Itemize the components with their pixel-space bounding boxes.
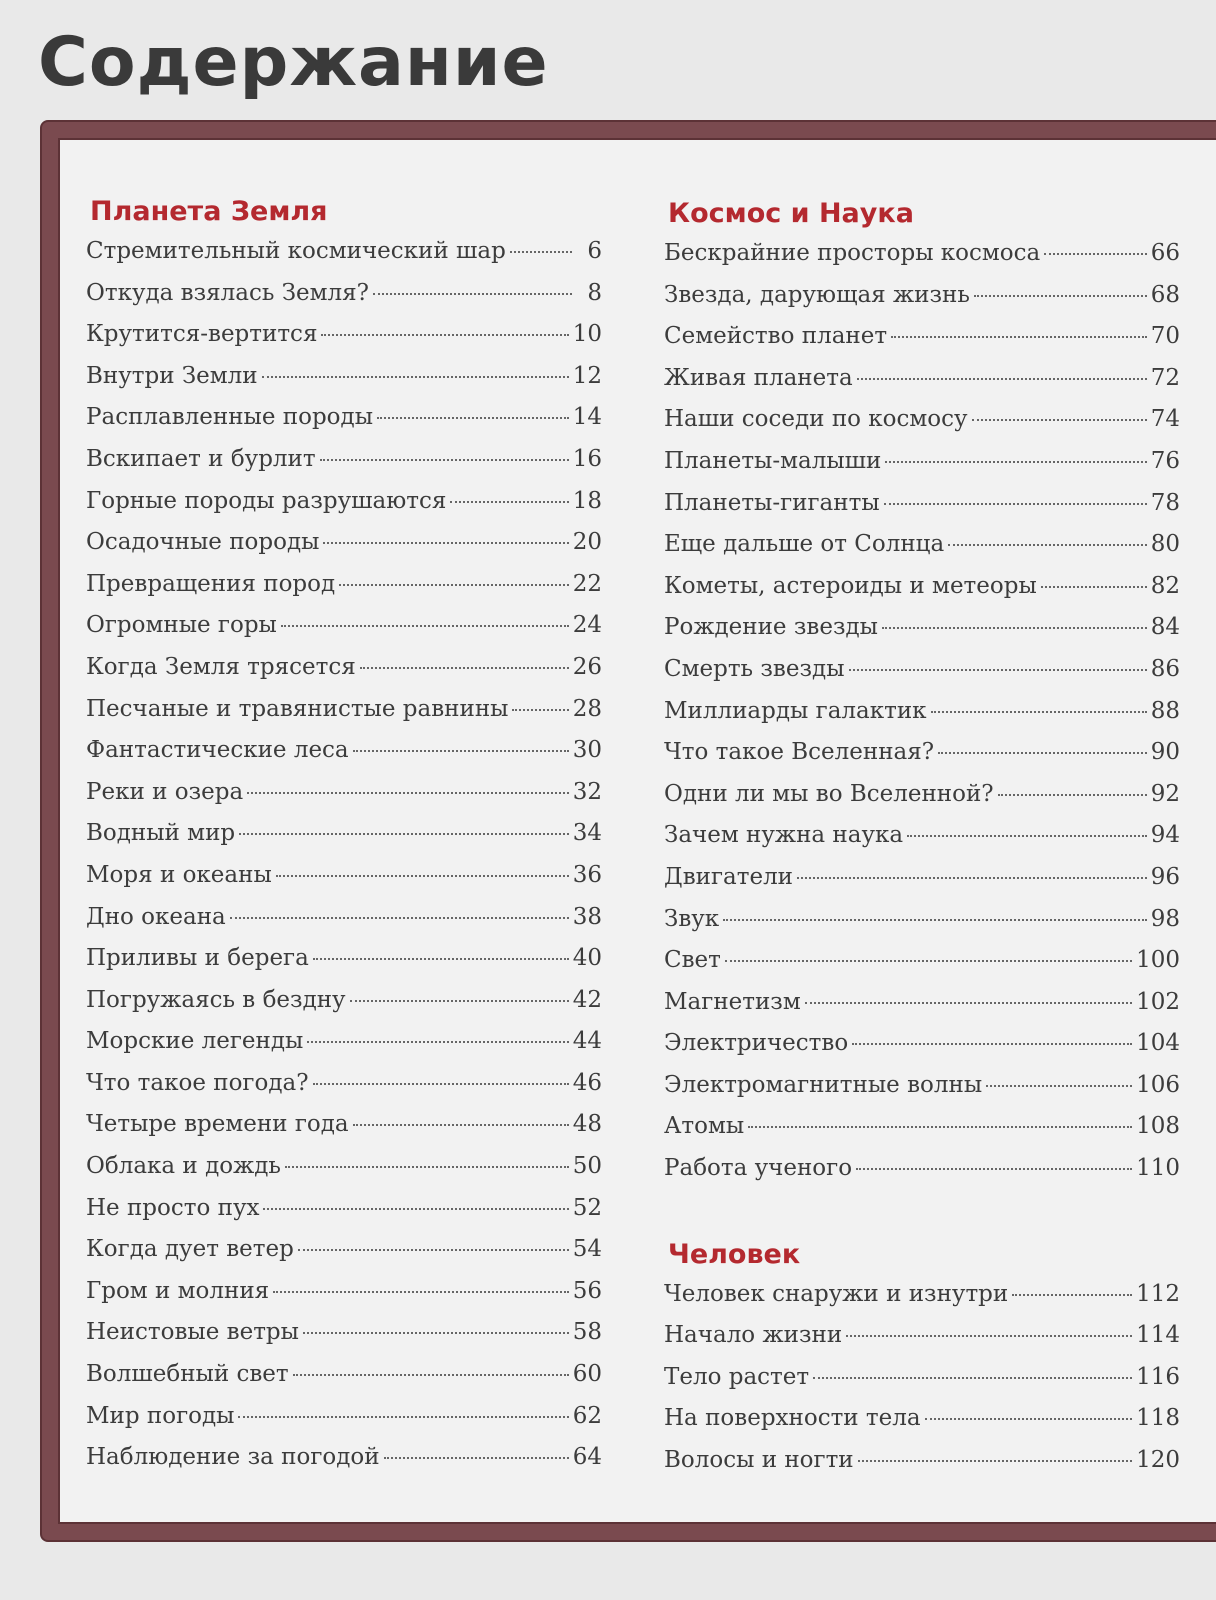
toc-entry-page: 70 <box>1150 323 1180 350</box>
toc-entry-page: 94 <box>1150 822 1180 849</box>
toc-entry-label: Приливы и берега <box>86 945 309 972</box>
dot-leader <box>273 1291 569 1293</box>
toc-entry[interactable] <box>86 280 602 322</box>
toc-entry-page: 20 <box>572 529 602 556</box>
toc-entry-page: 96 <box>1150 863 1180 890</box>
toc-entry-label: Дно океана <box>86 903 226 930</box>
toc-entry-label: Мир погоды <box>86 1402 235 1429</box>
dot-leader <box>384 1457 569 1459</box>
toc-entry-label: Не просто пух <box>86 1194 260 1221</box>
toc-entry-page: 60 <box>572 1361 602 1388</box>
dot-leader <box>846 1335 1132 1337</box>
dot-leader <box>931 711 1147 713</box>
section-title: Человек <box>668 1238 801 1270</box>
toc-entry-label: Огромные горы <box>86 612 277 639</box>
dot-leader <box>339 584 569 586</box>
toc-entry-label: Планеты-малыши <box>664 447 882 474</box>
toc-entry-label: Живая планета <box>664 364 853 391</box>
dot-leader <box>1044 253 1146 255</box>
dot-leader <box>247 792 569 794</box>
toc-entry-page: 88 <box>1150 697 1180 724</box>
dot-leader <box>307 1041 568 1043</box>
toc-entry-label: Свет <box>664 947 721 974</box>
toc-entry-label: Крутится-вертится <box>86 321 318 348</box>
dot-leader <box>281 625 569 627</box>
toc-entry-page: 24 <box>572 612 602 639</box>
toc-entry-label: Электричество <box>664 1030 849 1057</box>
toc-entry[interactable] <box>664 406 1180 448</box>
dot-leader <box>510 251 572 253</box>
toc-entry-page: 58 <box>572 1319 602 1346</box>
toc-entry-label: Наблюдение за погодой <box>86 1444 380 1471</box>
dot-leader <box>377 417 569 419</box>
page-title: Содержание <box>38 23 549 102</box>
toc-entry[interactable] <box>86 321 602 363</box>
toc-entry-page: 76 <box>1150 447 1180 474</box>
toc-entry-page: 8 <box>587 279 602 306</box>
toc-entry[interactable] <box>86 1444 602 1486</box>
toc-entry[interactable] <box>86 1403 602 1445</box>
toc-entry[interactable] <box>664 906 1180 948</box>
toc-entry[interactable] <box>664 1447 1180 1489</box>
toc-entry-page: 62 <box>572 1402 602 1429</box>
dot-leader <box>353 1124 569 1126</box>
toc-entry[interactable] <box>664 1322 1180 1364</box>
toc-entry-label: Начало жизни <box>664 1322 843 1349</box>
toc-entry[interactable] <box>86 1278 602 1320</box>
toc-entry-label: Атомы <box>664 1113 745 1140</box>
toc-entry-label: Двигатели <box>664 863 794 890</box>
toc-entry-page: 56 <box>572 1277 602 1304</box>
toc-entry-label: Кометы, астероиды и метеоры <box>664 572 1037 599</box>
dot-leader <box>813 1377 1132 1379</box>
dot-leader <box>805 1002 1132 1004</box>
toc-entry-label: Зачем нужна наука <box>664 822 904 849</box>
toc-entry-page: 66 <box>1150 240 1180 266</box>
dot-leader <box>797 877 1147 879</box>
toc-entry-label: Откуда взялась Земля? <box>86 279 369 306</box>
section-human <box>664 1237 1180 1489</box>
dot-leader <box>998 794 1147 796</box>
toc-entry-page: 22 <box>572 570 602 597</box>
dot-leader <box>925 1418 1133 1420</box>
dot-leader <box>725 960 1132 962</box>
dot-leader <box>948 544 1147 546</box>
dot-leader <box>238 1416 568 1418</box>
dot-leader <box>512 709 568 711</box>
toc-entry-label: Осадочные породы <box>86 529 320 556</box>
toc-entry-label: Волосы и ногти <box>664 1447 854 1474</box>
toc-entry-page: 16 <box>572 445 602 472</box>
toc-entry-label: Что такое Вселенная? <box>664 739 935 766</box>
toc-entry-page: 54 <box>572 1236 602 1263</box>
toc-entry-page: 92 <box>1150 780 1180 807</box>
toc-entry-label: Гром и молния <box>86 1277 270 1304</box>
toc-entry[interactable] <box>86 238 602 280</box>
dot-leader <box>1041 586 1147 588</box>
dot-leader <box>373 293 572 295</box>
toc-entry-page: 72 <box>1150 364 1180 391</box>
toc-entry[interactable] <box>664 490 1180 532</box>
toc-entry[interactable] <box>86 529 602 571</box>
toc-entry-label: Магнетизм <box>664 988 801 1015</box>
toc-entry-page: 48 <box>572 1111 602 1138</box>
toc-entry-label: Внутри Земли <box>86 362 258 389</box>
toc-entry-page: 106 <box>1136 1071 1180 1098</box>
dot-leader <box>360 667 569 669</box>
toc-entry-label: Стремительный космический шар <box>86 238 506 264</box>
dot-leader <box>884 503 1147 505</box>
toc-entry-label: На поверхности тела <box>664 1405 921 1432</box>
toc-entry[interactable] <box>86 1195 602 1237</box>
dot-leader <box>350 1000 569 1002</box>
toc-entry[interactable] <box>86 1236 602 1278</box>
toc-entry-label: Что такое погода? <box>86 1069 309 1096</box>
section-title: Планета Земля <box>90 196 328 227</box>
toc-entry[interactable] <box>86 654 602 696</box>
dot-leader <box>972 419 1147 421</box>
dot-leader <box>882 627 1147 629</box>
toc-entry-label: Одни ли мы во Вселенной? <box>664 780 994 807</box>
toc-entry-page: 110 <box>1136 1155 1180 1182</box>
toc-entry-page: 52 <box>572 1194 602 1221</box>
toc-entry-label: Горные породы разрушаются <box>86 487 447 514</box>
toc-entry-label: Когда дует ветер <box>86 1236 294 1263</box>
toc-entry-label: Вскипает и бурлит <box>86 445 316 472</box>
toc-entry-page: 30 <box>572 737 602 764</box>
toc-entry-page: 32 <box>572 778 602 805</box>
toc-entry-label: Работа ученого <box>664 1155 853 1182</box>
toc-entry[interactable] <box>664 323 1180 365</box>
toc-entry-label: Миллиарды галактик <box>664 697 927 724</box>
toc-entry[interactable] <box>664 822 1180 864</box>
toc-entry-page: 86 <box>1150 655 1180 682</box>
toc-entry-page: 100 <box>1136 947 1180 974</box>
dot-leader <box>239 833 569 835</box>
toc-entry-label: Песчаные и травянистые равнины <box>86 695 509 722</box>
dot-leader <box>276 875 569 877</box>
toc-entry-page: 44 <box>572 1028 602 1055</box>
toc-entry-page: 118 <box>1136 1405 1180 1432</box>
section-space-science <box>664 196 1180 1197</box>
toc-entry-page: 46 <box>572 1069 602 1096</box>
toc-entry[interactable] <box>664 698 1180 740</box>
toc-entry-page: 102 <box>1136 988 1180 1015</box>
toc-entry[interactable] <box>86 571 602 613</box>
toc-entry-page: 84 <box>1150 614 1180 641</box>
toc-entry-page: 12 <box>572 362 602 389</box>
toc-entry-page: 14 <box>572 404 602 431</box>
toc-entry[interactable] <box>664 1113 1180 1155</box>
section-planet-earth <box>86 194 602 1486</box>
toc-entry[interactable] <box>86 1153 602 1195</box>
toc-entry-page: 10 <box>572 321 602 348</box>
toc-entry-page: 36 <box>572 861 602 888</box>
toc-entry-label: Звук <box>664 905 720 932</box>
dot-leader <box>303 1332 569 1334</box>
section-title: Космос и Наука <box>668 198 914 229</box>
toc-entry[interactable] <box>664 739 1180 781</box>
toc-entry[interactable] <box>664 947 1180 989</box>
toc-entry-label: Расплавленные породы <box>86 404 373 431</box>
toc-entry-page: 98 <box>1150 905 1180 932</box>
dot-leader <box>298 1249 569 1251</box>
toc-entry-label: Человек снаружи и изнутри <box>664 1280 1009 1307</box>
toc-entry[interactable] <box>86 1319 602 1361</box>
dot-leader <box>321 334 568 336</box>
dot-leader <box>230 917 569 919</box>
dot-leader <box>974 295 1147 297</box>
toc-entry[interactable] <box>86 862 602 904</box>
toc-entry-page: 104 <box>1136 1030 1180 1057</box>
toc-entry-page: 120 <box>1136 1447 1180 1474</box>
dot-leader <box>852 1043 1132 1045</box>
toc-entry[interactable] <box>664 1364 1180 1406</box>
toc-entry[interactable] <box>664 282 1180 324</box>
toc-entry-label: Еще дальше от Солнца <box>664 531 945 558</box>
dot-leader <box>858 1460 1132 1462</box>
dot-leader <box>748 1126 1132 1128</box>
toc-entry-label: Рождение звезды <box>664 614 878 641</box>
toc-entry-page: 114 <box>1136 1322 1180 1349</box>
dot-leader <box>353 750 569 752</box>
toc-entry[interactable] <box>664 1281 1180 1323</box>
toc-entry-label: Наши соседи по космосу <box>664 406 968 433</box>
toc-entry-page: 64 <box>572 1444 602 1471</box>
toc-entry[interactable] <box>86 945 602 987</box>
toc-entry[interactable] <box>664 989 1180 1031</box>
toc-entry-label: Когда Земля трясется <box>86 653 356 680</box>
toc-entry-page: 116 <box>1136 1363 1180 1390</box>
dot-leader <box>285 1166 569 1168</box>
toc-entry[interactable] <box>86 737 602 779</box>
toc-entry[interactable] <box>664 781 1180 823</box>
toc-entry-page: 112 <box>1136 1280 1180 1307</box>
toc-entry[interactable] <box>86 820 602 862</box>
toc-entry[interactable] <box>86 987 602 1029</box>
left-column <box>86 194 602 1486</box>
toc-entry[interactable] <box>86 779 602 821</box>
toc-entry-label: Планеты-гиганты <box>664 489 880 516</box>
toc-entry-label: Семейство планет <box>664 323 888 350</box>
dot-leader <box>856 1168 1132 1170</box>
toc-entry-label: Погружаясь в бездну <box>86 986 346 1013</box>
toc-entry-label: Смерть звезды <box>664 655 845 682</box>
toc-entry[interactable] <box>664 656 1180 698</box>
dot-leader <box>320 459 569 461</box>
toc-entry[interactable] <box>664 1405 1180 1447</box>
toc-entry-label: Тело растет <box>664 1363 810 1390</box>
dot-leader <box>293 1374 569 1376</box>
dot-leader <box>891 336 1147 338</box>
toc-entry[interactable] <box>664 365 1180 407</box>
toc-entry-page: 68 <box>1150 281 1180 308</box>
toc-entry[interactable] <box>664 573 1180 615</box>
toc-entry-label: Бескрайние просторы космоса <box>664 240 1041 266</box>
toc-entry-label: Электромагнитные волны <box>664 1071 983 1098</box>
dot-leader <box>857 378 1147 380</box>
dot-leader <box>450 501 568 503</box>
toc-entry-page: 6 <box>587 238 602 264</box>
toc-entry[interactable] <box>664 448 1180 490</box>
toc-entry[interactable] <box>86 404 602 446</box>
dot-leader <box>263 1208 568 1210</box>
toc-entry-page: 34 <box>572 820 602 847</box>
dot-leader <box>723 919 1147 921</box>
toc-entry-label: Звезда, дарующая жизнь <box>664 281 970 308</box>
toc-entry-label: Превращения пород <box>86 570 336 597</box>
section-gap <box>664 1197 1180 1237</box>
toc-entry-label: Водный мир <box>86 820 236 847</box>
dot-leader <box>313 958 569 960</box>
toc-entry[interactable] <box>86 696 602 738</box>
entry-list <box>664 240 1180 1197</box>
toc-entry[interactable] <box>664 864 1180 906</box>
toc-entry[interactable] <box>86 446 602 488</box>
right-column <box>664 196 1180 1489</box>
dot-leader <box>938 752 1147 754</box>
toc-entry-page: 90 <box>1150 739 1180 766</box>
toc-entry-label: Фантастические леса <box>86 737 349 764</box>
dot-leader <box>323 542 568 544</box>
toc-entry[interactable] <box>86 612 602 654</box>
dot-leader <box>849 669 1147 671</box>
toc-entry[interactable] <box>86 1361 602 1403</box>
toc-entry-page: 18 <box>572 487 602 514</box>
entry-list <box>664 1281 1180 1489</box>
toc-entry-label: Реки и озера <box>86 778 244 805</box>
toc-entry-page: 108 <box>1136 1113 1180 1140</box>
toc-entry[interactable] <box>664 614 1180 656</box>
toc-entry[interactable] <box>86 363 602 405</box>
entry-list <box>86 238 602 1486</box>
toc-entry-page: 78 <box>1150 489 1180 516</box>
toc-entry-page: 74 <box>1150 406 1180 433</box>
toc-entry-label: Четыре времени года <box>86 1111 349 1138</box>
toc-entry[interactable] <box>86 488 602 530</box>
dot-leader <box>262 376 569 378</box>
toc-entry-page: 50 <box>572 1153 602 1180</box>
toc-entry[interactable] <box>664 1072 1180 1114</box>
dot-leader <box>1012 1294 1132 1296</box>
dot-leader <box>885 461 1146 463</box>
toc-entry-label: Морские легенды <box>86 1028 304 1055</box>
toc-entry[interactable] <box>664 531 1180 573</box>
toc-entry-page: 40 <box>572 945 602 972</box>
toc-entry-page: 26 <box>572 653 602 680</box>
toc-entry-page: 82 <box>1150 572 1180 599</box>
toc-entry-page: 42 <box>572 986 602 1013</box>
toc-entry[interactable] <box>664 1155 1180 1197</box>
dot-leader <box>907 835 1147 837</box>
dot-leader <box>986 1085 1132 1087</box>
toc-entry[interactable] <box>86 1111 602 1153</box>
toc-entry[interactable] <box>664 240 1180 282</box>
toc-entry-page: 38 <box>572 903 602 930</box>
toc-entry-label: Моря и океаны <box>86 861 272 888</box>
dot-leader <box>313 1083 569 1085</box>
toc-entry-label: Волшебный свет <box>86 1361 289 1388</box>
toc-entry[interactable] <box>86 1028 602 1070</box>
toc-entry-label: Облака и дождь <box>86 1153 281 1180</box>
toc-entry-label: Неистовые ветры <box>86 1319 299 1346</box>
toc-entry[interactable] <box>86 904 602 946</box>
toc-entry-page: 80 <box>1150 531 1180 558</box>
toc-entry[interactable] <box>86 1070 602 1112</box>
toc-entry[interactable] <box>664 1030 1180 1072</box>
toc-entry-page: 28 <box>572 695 602 722</box>
